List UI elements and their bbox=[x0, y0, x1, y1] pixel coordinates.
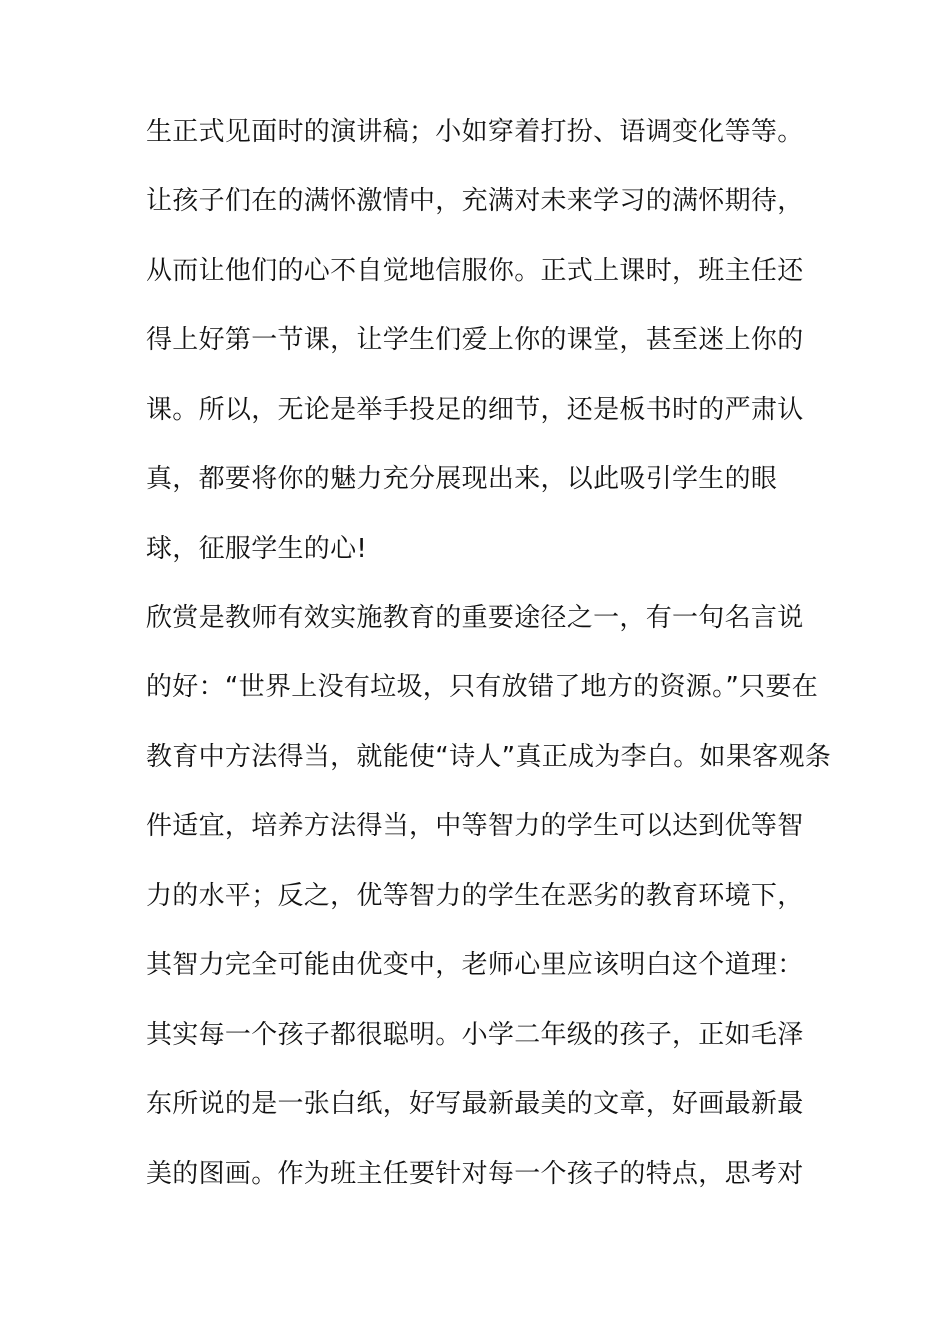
text-line: 的好：“世界上没有垃圾，只有放错了地方的资源。”只要在 bbox=[146, 672, 819, 702]
text-line: 件适宜，培养方法得当，中等智力的学生可以达到优等智 bbox=[146, 811, 804, 841]
text-line: 真，都要将你的魅力充分展现出来，以此吸引学生的眼 bbox=[146, 464, 778, 494]
text-line: 力的水平；反之，优等智力的学生在恶劣的教育环境下， bbox=[146, 881, 804, 911]
text-line: 其实每一个孩子都很聪明。小学二年级的孩子，正如毛泽 bbox=[146, 1020, 804, 1050]
text-line: 美的图画。作为班主任要针对每一个孩子的特点，思考对 bbox=[146, 1159, 804, 1189]
text-line: 从而让他们的心不自觉地信服你。正式上课时，班主任还 bbox=[146, 256, 804, 286]
text-line: 欣赏是教师有效实施教育的重要途径之一，有一句名言说 bbox=[146, 603, 804, 633]
text-line: 东所说的是一张白纸，好写最新最美的文章，好画最新最 bbox=[146, 1089, 804, 1119]
text-line: 让孩子们在的满怀激情中，充满对未来学习的满怀期待， bbox=[146, 186, 804, 216]
text-line: 球，征服学生的心! bbox=[146, 534, 368, 564]
text-line: 课。所以，无论是举手投足的细节，还是板书时的严肃认 bbox=[146, 395, 804, 425]
text-line: 得上好第一节课，让学生们爱上你的课堂，甚至迷上你的 bbox=[146, 325, 804, 355]
text-line: 教育中方法得当，就能使“诗人”真正成为李白。如果客观条 bbox=[146, 742, 832, 772]
text-line: 其智力完全可能由优变中，老师心里应该明白这个道理： bbox=[146, 950, 804, 980]
text-line: 生正式见面时的演讲稿；小如穿着打扮、语调变化等等。 bbox=[146, 117, 804, 147]
